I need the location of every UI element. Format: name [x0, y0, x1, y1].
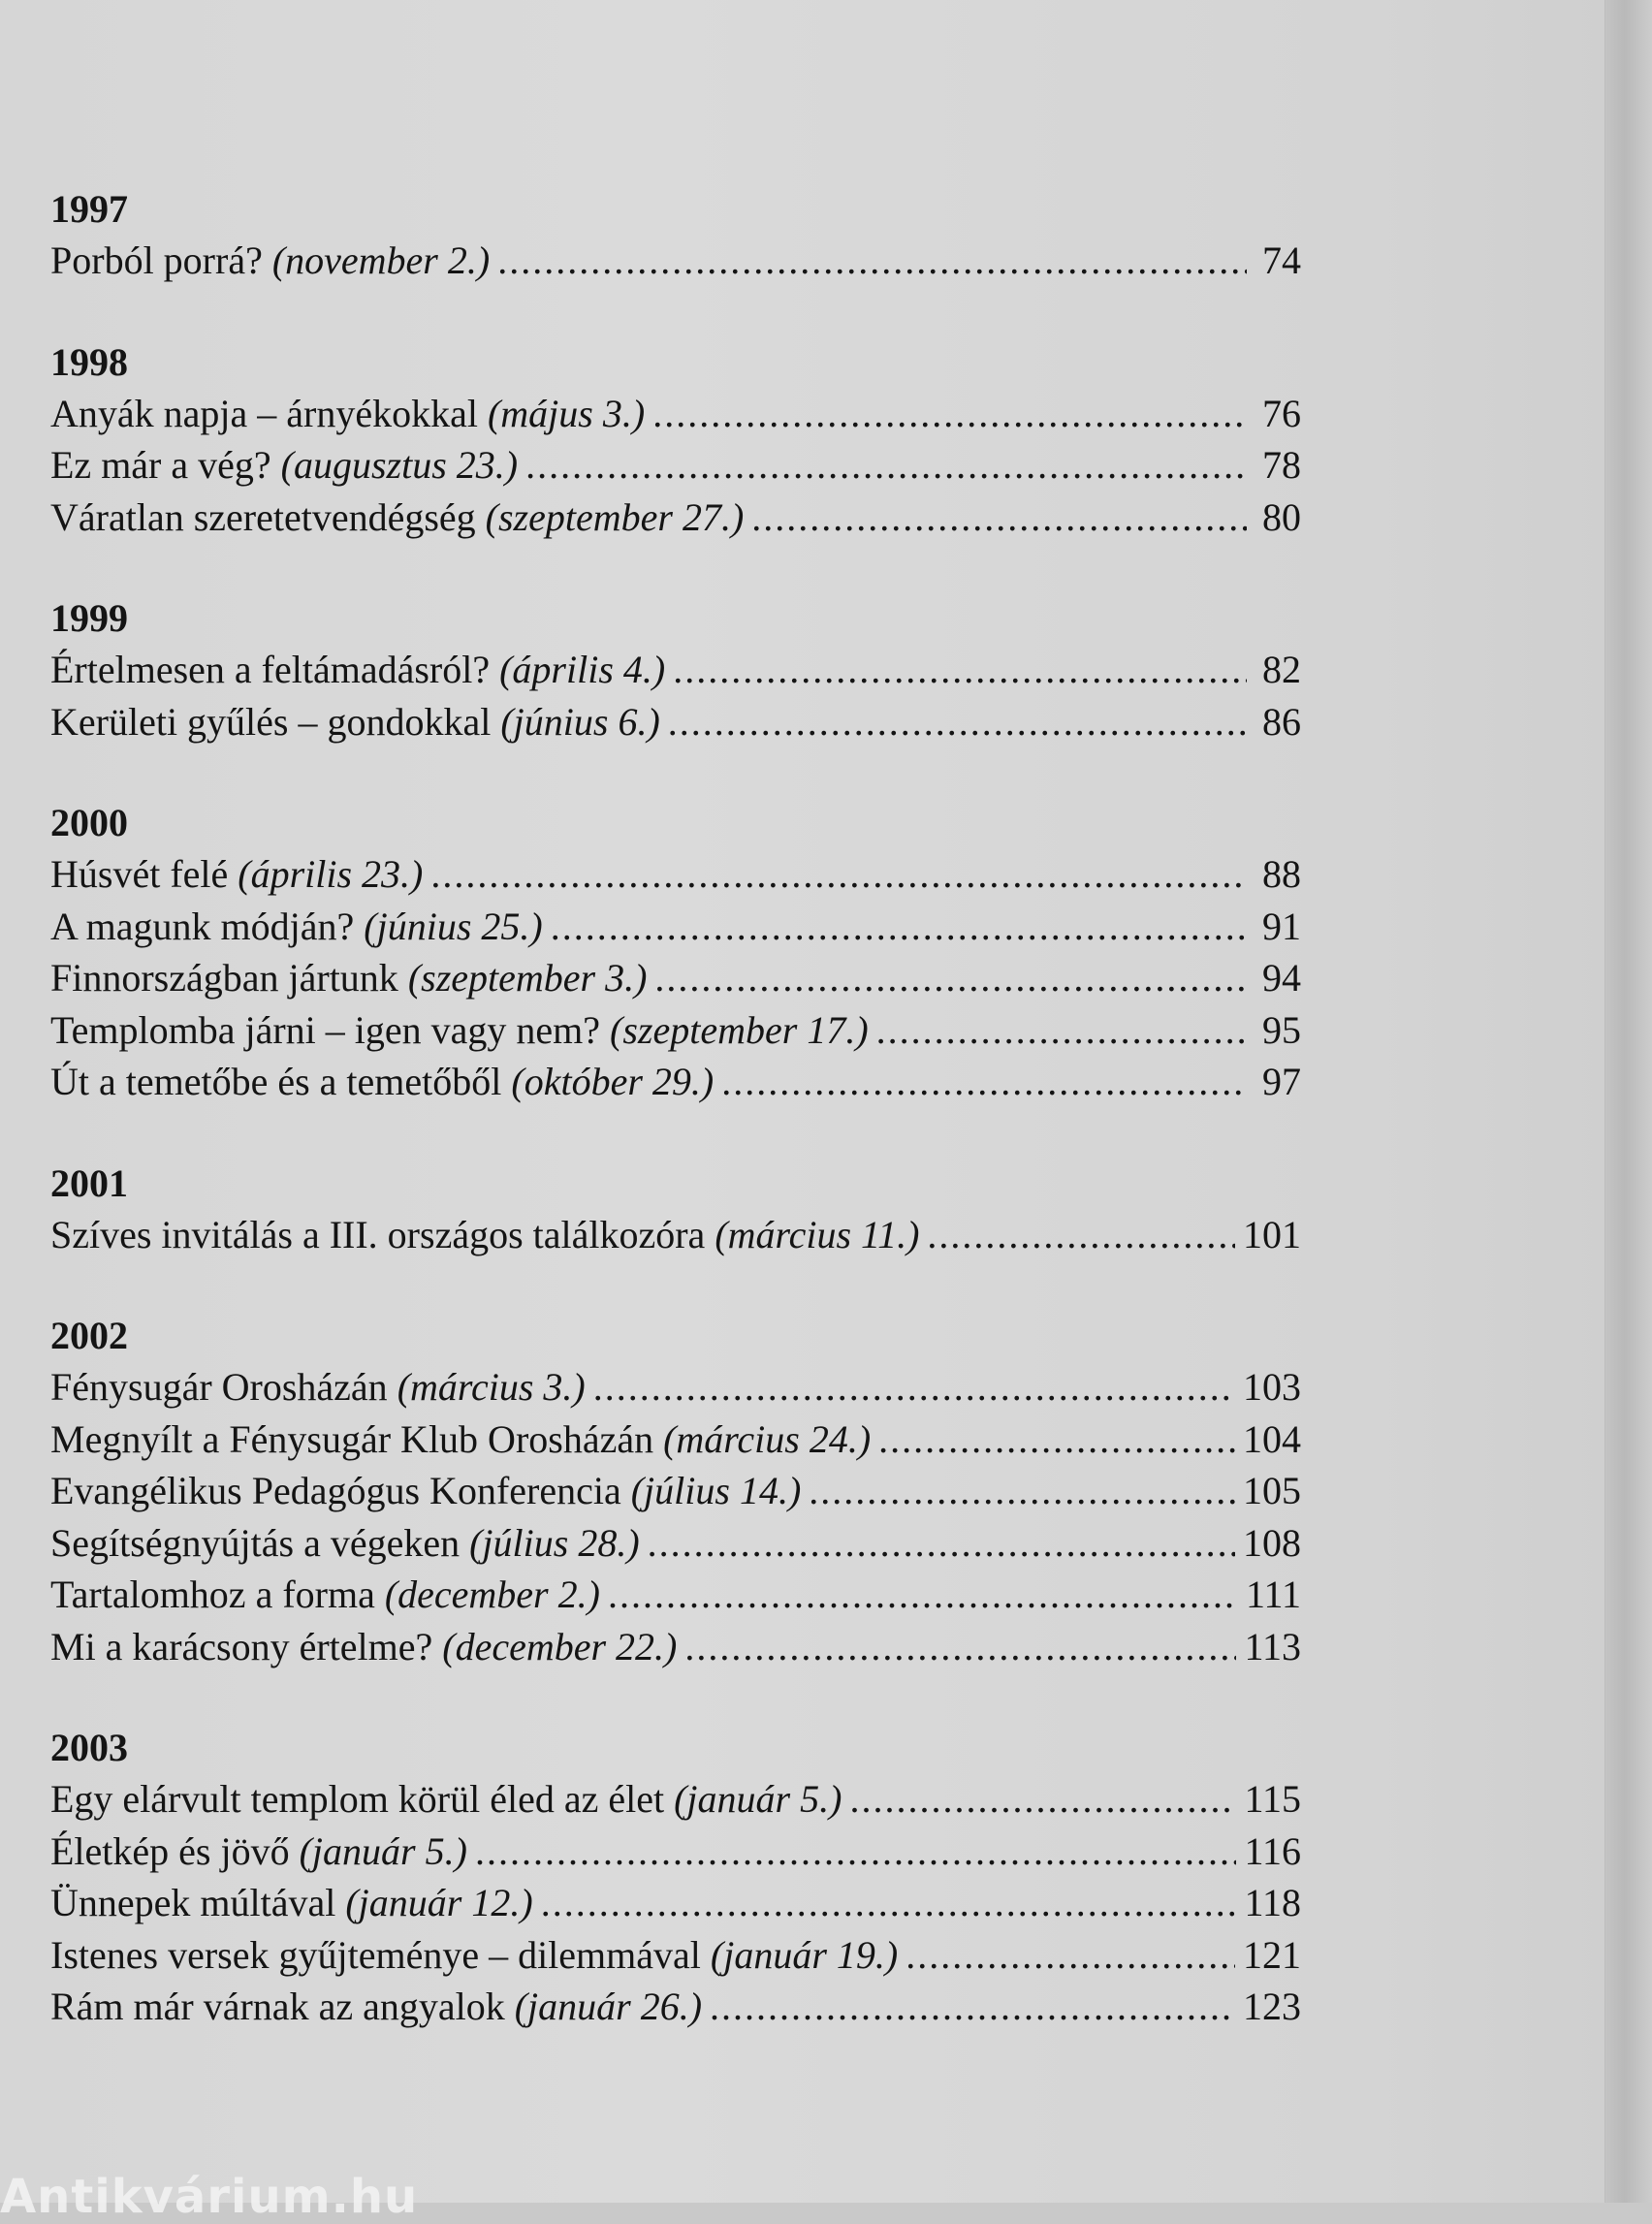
toc-entry [50, 1826, 1301, 1878]
dot-leader [497, 235, 1247, 287]
section-year-heading: 1999 [50, 596, 128, 640]
entry-title: Evangélikus Pedagógus Konferencia [50, 1469, 621, 1512]
dot-leader [876, 1004, 1247, 1057]
entry-date: (április 23.) [238, 852, 424, 896]
dot-leader [878, 1414, 1235, 1466]
entry-title: Segítségnyújtás a végeken [50, 1520, 461, 1565]
toc-entry [50, 1981, 1301, 2033]
entry-date: (november 2.) [271, 238, 491, 282]
section-year-heading: 2000 [50, 801, 128, 844]
toc-entry [50, 388, 1301, 440]
entry-date: (december 2.) [384, 1573, 600, 1616]
dot-leader [593, 1361, 1235, 1414]
entry-date: (június 6.) [500, 699, 660, 744]
entry-page-number: 103 [1243, 1365, 1301, 1409]
toc-section-1999 [50, 593, 1301, 747]
dot-leader [475, 1826, 1237, 1878]
entry-date: (március 11.) [715, 1212, 920, 1256]
entry-page-number: 95 [1262, 1007, 1301, 1052]
dot-leader [809, 1465, 1235, 1517]
toc-entry [50, 1517, 1301, 1570]
entry-page-number: 74 [1262, 238, 1301, 282]
dot-leader [551, 901, 1247, 953]
dot-leader [684, 1621, 1236, 1673]
entry-page-number: 118 [1244, 1881, 1301, 1924]
toc-entry [50, 235, 1301, 287]
entry-page-number: 116 [1244, 1828, 1301, 1873]
dot-leader [710, 1981, 1235, 2033]
section-year-heading: 2001 [50, 1160, 128, 1205]
entry-date: (július 28.) [469, 1520, 640, 1565]
toc-section-2003 [50, 1723, 1301, 2033]
entry-page-number: 94 [1262, 956, 1301, 1000]
entry-date: (május 3.) [487, 391, 646, 435]
entry-date: (szeptember 17.) [610, 1007, 869, 1052]
entry-date: (október 29.) [511, 1060, 715, 1103]
entry-title: A magunk módján? [50, 904, 355, 948]
dot-leader [849, 1773, 1236, 1826]
toc-section-2002 [50, 1311, 1301, 1672]
dot-leader [654, 952, 1247, 1004]
entry-page-number: 78 [1262, 443, 1301, 487]
entry-date: (augusztus 23.) [280, 443, 519, 487]
dot-leader [608, 1569, 1238, 1621]
toc-section-2001 [50, 1159, 1301, 1261]
toc-entry [50, 439, 1301, 492]
toc-entry [50, 1621, 1301, 1673]
entry-date: (január 12.) [345, 1881, 533, 1924]
toc-entry [50, 1209, 1301, 1261]
dot-leader [721, 1056, 1247, 1108]
dot-leader [430, 848, 1247, 901]
toc-entry [50, 1004, 1301, 1057]
toc-entry [50, 1361, 1301, 1414]
toc-entry [50, 848, 1301, 901]
table-of-contents [50, 184, 1301, 2083]
entry-title: Porból porrá? [50, 238, 263, 282]
toc-entry [50, 901, 1301, 953]
entry-date: (szeptember 3.) [407, 956, 648, 1000]
entry-page-number: 86 [1262, 699, 1301, 744]
toc-entry [50, 1465, 1301, 1517]
toc-entry [50, 1414, 1301, 1466]
dot-leader [525, 439, 1247, 492]
entry-date: (szeptember 27.) [485, 494, 745, 539]
entry-date: (január 19.) [710, 1932, 899, 1977]
entry-title: Megnyílt a Fénysugár Klub Orosházán [50, 1416, 654, 1461]
entry-title: Mi a karácsony értelme? [50, 1624, 433, 1668]
entry-date: (január 5.) [674, 1777, 842, 1821]
entry-page-number: 91 [1262, 904, 1301, 948]
toc-entry [50, 1056, 1301, 1108]
entry-page-number: 76 [1262, 391, 1301, 435]
dot-leader [751, 492, 1247, 544]
entry-title: Ez már a vég? [50, 443, 271, 487]
watermark: Antikvárium.hu [0, 2170, 419, 2224]
toc-entry [50, 1877, 1301, 1929]
entry-title: Húsvét felé [50, 852, 229, 896]
dot-leader [541, 1877, 1237, 1929]
entry-title: Értelmesen a feltámadásról? [50, 648, 491, 691]
dot-leader [673, 644, 1247, 696]
entry-page-number: 108 [1243, 1520, 1301, 1565]
entry-date: (december 22.) [442, 1624, 678, 1668]
toc-section-1997 [50, 184, 1301, 287]
entry-title: Út a temetőbe és a temetőből [50, 1060, 502, 1103]
toc-entry [50, 644, 1301, 696]
book-spine [1604, 0, 1652, 2203]
entry-date: (június 25.) [364, 904, 543, 948]
toc-entry [50, 952, 1301, 1004]
entry-title: Fénysugár Orosházán [50, 1365, 388, 1409]
entry-title: Egy elárvult templom körül éled az élet [50, 1777, 665, 1821]
entry-page-number: 80 [1262, 494, 1301, 539]
entry-date: (április 4.) [499, 648, 666, 691]
entry-page-number: 97 [1262, 1060, 1301, 1103]
dot-leader [652, 388, 1247, 440]
toc-entry [50, 1929, 1301, 1982]
entry-title: Életkép és jövő [50, 1828, 290, 1873]
section-year-heading: 2002 [50, 1314, 128, 1357]
entry-title: Tartalomhoz a forma [50, 1573, 375, 1616]
entry-date: (január 26.) [514, 1985, 703, 2028]
entry-title: Anyák napja – árnyékokkal [50, 391, 478, 435]
section-year-heading: 2003 [50, 1726, 128, 1769]
entry-date: (március 3.) [397, 1365, 586, 1409]
toc-section-2000 [50, 798, 1301, 1108]
entry-title: Templomba járni – igen vagy nem? [50, 1007, 601, 1052]
section-year-heading: 1998 [50, 339, 128, 384]
toc-entry [50, 696, 1301, 748]
entry-page-number: 104 [1243, 1416, 1301, 1461]
entry-title: Váratlan szeretetvendégség [50, 494, 476, 539]
entry-date: (március 24.) [663, 1416, 872, 1461]
entry-title: Finnországban jártunk [50, 956, 398, 1000]
entry-page-number: 113 [1244, 1624, 1301, 1668]
entry-page-number: 105 [1243, 1469, 1301, 1512]
entry-page-number: 111 [1245, 1573, 1301, 1616]
entry-title: Rám már várnak az angyalok [50, 1985, 505, 2028]
dot-leader [905, 1929, 1235, 1982]
entry-title: Szíves invitálás a III. országos találkozóra [50, 1212, 706, 1256]
toc-entry [50, 492, 1301, 544]
entry-date: (január 5.) [299, 1828, 467, 1873]
entry-title: Istenes versek gyűjteménye – dilemmával [50, 1932, 701, 1977]
dot-leader [927, 1209, 1235, 1261]
toc-entry [50, 1569, 1301, 1621]
dot-leader [648, 1517, 1235, 1570]
entry-page-number: 121 [1243, 1932, 1301, 1977]
entry-title: Kerületi gyűlés – gondokkal [50, 699, 492, 744]
entry-page-number: 123 [1243, 1985, 1301, 2028]
toc-section-1998 [50, 337, 1301, 544]
entry-title: Ünnepek múltával [50, 1881, 336, 1924]
entry-page-number: 115 [1244, 1777, 1301, 1821]
section-year-heading: 1997 [50, 187, 128, 231]
entry-page-number: 88 [1262, 852, 1301, 896]
entry-date: (július 14.) [630, 1469, 802, 1512]
entry-page-number: 82 [1262, 648, 1301, 691]
dot-leader [668, 696, 1247, 748]
toc-entry [50, 1773, 1301, 1826]
entry-page-number: 101 [1243, 1212, 1301, 1256]
